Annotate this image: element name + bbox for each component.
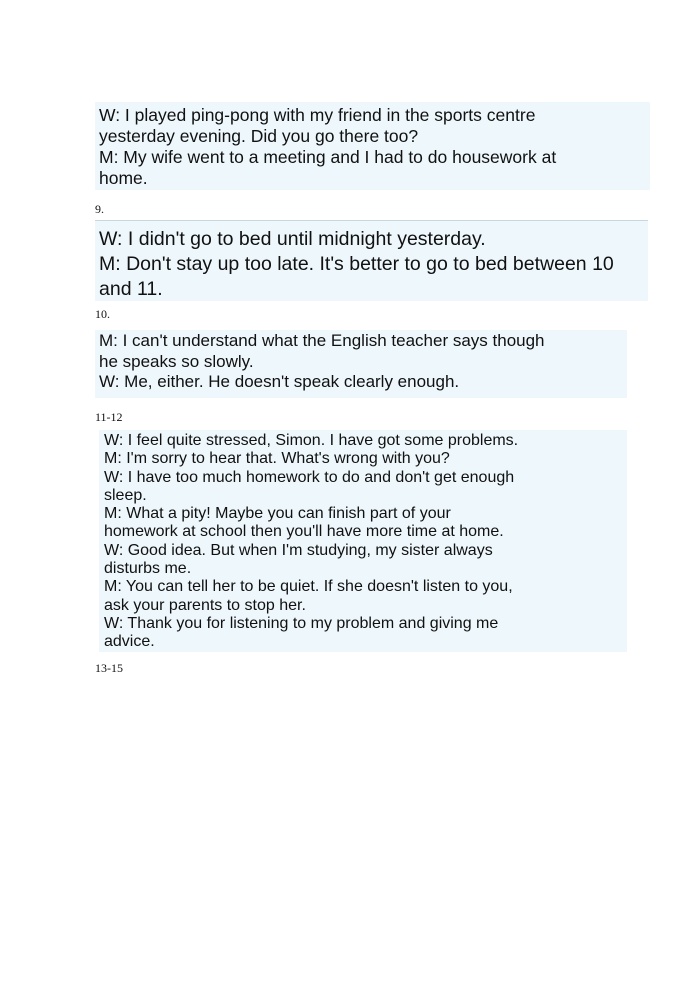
question-number-label: 13-15 bbox=[95, 661, 123, 675]
dialogue-line: advice. bbox=[104, 633, 155, 651]
question-number-label: 11-12 bbox=[95, 410, 123, 424]
dialogue-line: home. bbox=[99, 168, 148, 188]
dialogue-line: M: You can tell her to be quiet. If she doesn't listen to you, bbox=[104, 578, 513, 596]
dialogue-line: M: I can't understand what the English teacher says though bbox=[99, 331, 545, 350]
dialogue-box-1 bbox=[95, 102, 650, 190]
dialogue-line: M: My wife went to a meeting and I had to do housework at bbox=[99, 147, 557, 167]
question-number-label: 10. bbox=[95, 307, 110, 321]
question-number-label: 9. bbox=[95, 202, 104, 216]
dialogue-line: homework at school then you'll have more time at home. bbox=[104, 523, 504, 541]
dialogue-box-4 bbox=[99, 430, 627, 652]
dialogue-line: ask your parents to stop her. bbox=[104, 596, 306, 614]
dialogue-line: M: Don't stay up too late. It's better to go to bed between 10 bbox=[99, 253, 614, 275]
dialogue-line: he speaks so slowly. bbox=[99, 351, 254, 371]
dialogue-line: disturbs me. bbox=[104, 560, 192, 578]
dialogue-line: sleep. bbox=[104, 486, 147, 504]
dialogue-line: W: I played ping-pong with my friend in the sports centre bbox=[99, 105, 536, 125]
dialogue-line: W: Thank you for listening to my problem and giving me bbox=[104, 614, 499, 632]
dialogue-line: W: Me, either. He doesn't speak clearly enough. bbox=[99, 372, 460, 391]
dialogue-line: W: I feel quite stressed, Simon. I have got some problems. bbox=[104, 432, 519, 449]
dialogue-line: M: I'm sorry to hear that. What's wrong with you? bbox=[104, 450, 450, 468]
dialogue-line: yesterday evening. Did you go there too? bbox=[99, 126, 419, 146]
dialogue-line: W: I have too much homework to do and don't get enough bbox=[104, 468, 515, 486]
dialogue-line: and 11. bbox=[99, 278, 163, 300]
dialogue-box-2 bbox=[95, 220, 648, 301]
dialogue-line: W: Good idea. But when I'm studying, my sister always bbox=[104, 541, 493, 559]
dialogue-line: W: I didn't go to bed until midnight yesterday. bbox=[99, 228, 486, 250]
dialogue-line: M: What a pity! Maybe you can finish part of your bbox=[104, 505, 451, 523]
dialogue-box-3 bbox=[95, 330, 627, 398]
